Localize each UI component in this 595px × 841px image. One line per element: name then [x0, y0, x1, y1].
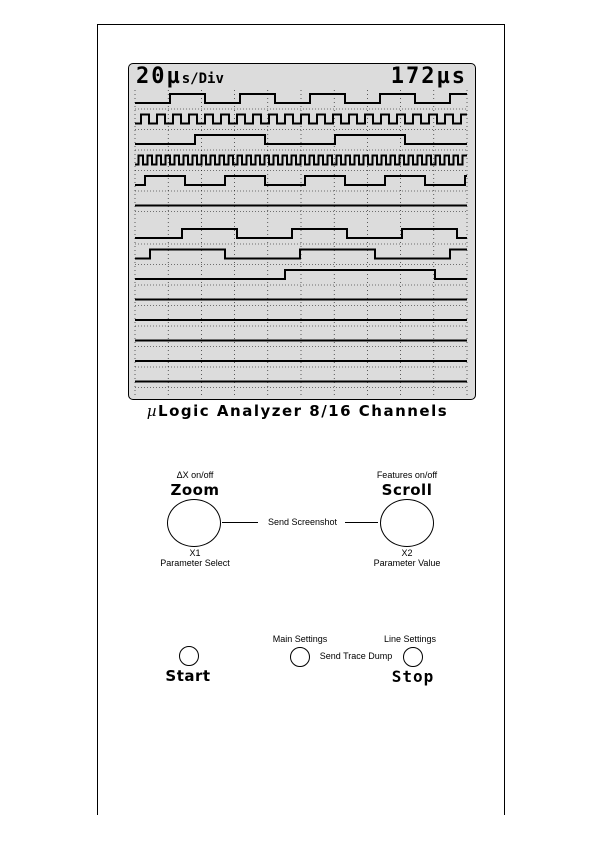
position-readout: 172µs [390, 64, 467, 89]
start-button[interactable] [179, 646, 199, 666]
channel-trace-5 [135, 176, 467, 185]
title-text: Logic Analyzer 8/16 Channels [158, 402, 449, 420]
parameter-select-label: Parameter Select [160, 558, 230, 568]
channel-trace-8 [135, 250, 467, 259]
channel-trace-4 [135, 156, 467, 165]
timebase-readout [136, 64, 224, 90]
zoom-knob[interactable] [167, 499, 221, 547]
stop-label: Stop [391, 667, 435, 686]
zoom-label: Zoom [170, 481, 220, 499]
connector-line-left [222, 522, 258, 523]
send-trace-dump-label: Send Trace Dump [319, 651, 393, 661]
send-screenshot-label: Send Screenshot [267, 517, 338, 527]
device-title [0, 402, 595, 420]
parameter-value-label: Parameter Value [373, 558, 441, 568]
trace-area [129, 90, 475, 396]
line-settings-label: Line Settings [383, 634, 437, 644]
zoom-x1-label: X1 [189, 548, 201, 558]
main-settings-label: Main Settings [272, 634, 328, 644]
scroll-top-label: Features on/off [376, 470, 438, 480]
connector-line-right [345, 522, 378, 523]
scroll-label: Scroll [381, 481, 433, 499]
timebase-value: 20µ [136, 64, 182, 89]
stop-button[interactable] [403, 647, 423, 667]
mu-symbol: µ [146, 402, 159, 420]
channel-trace-2 [135, 115, 467, 124]
timebase-unit: s/Div [181, 71, 224, 87]
zoom-top-label: ΔX on/off [176, 470, 214, 480]
lcd-display [128, 63, 476, 400]
main-settings-button[interactable] [290, 647, 310, 667]
start-label: Start [165, 667, 211, 685]
scroll-x2-label: X2 [401, 548, 413, 558]
scroll-knob[interactable] [380, 499, 434, 547]
